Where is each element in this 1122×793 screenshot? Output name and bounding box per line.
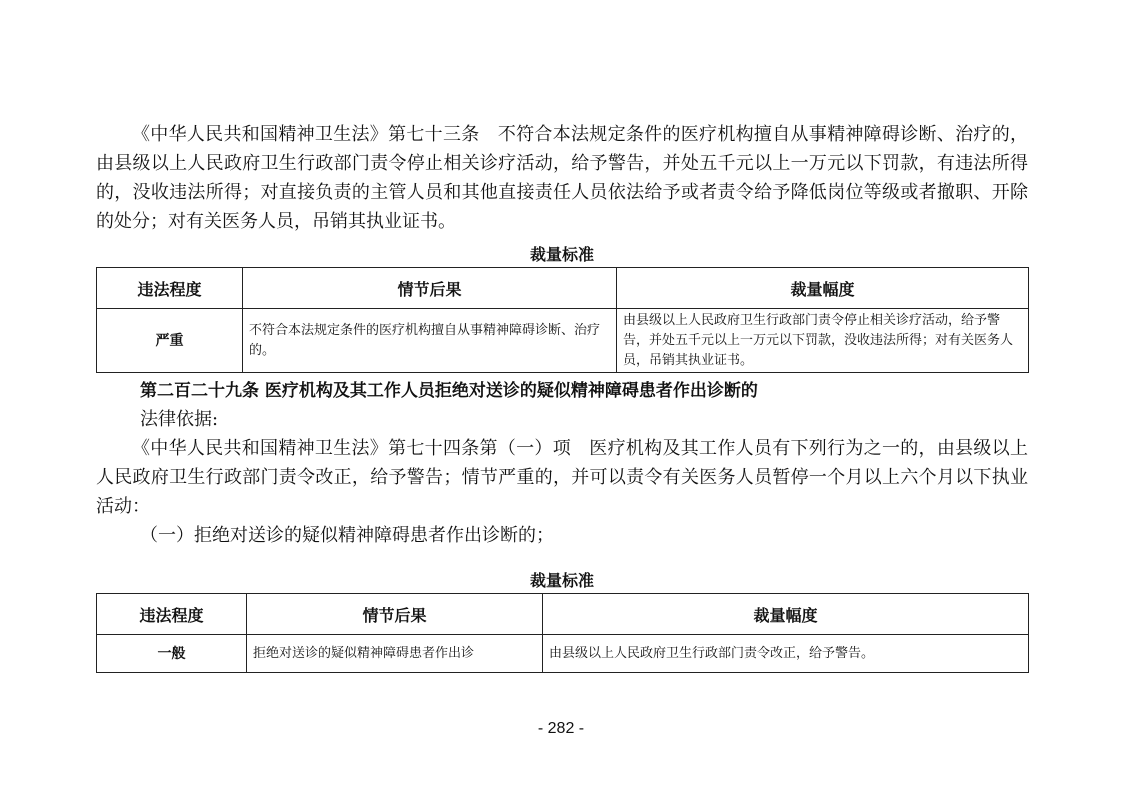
- table2-header-row: [97, 594, 1029, 635]
- list-item: （一）拒绝对送诊的疑似精神障碍患者作出诊断的；: [140, 525, 554, 546]
- table1-header-range: 裁量幅度: [617, 268, 1029, 309]
- article-heading: 第二百二十九条 医疗机构及其工作人员拒绝对送诊的疑似精神障碍患者作出诊断的: [140, 381, 758, 401]
- page-number: - 282 -: [537, 720, 585, 737]
- table-row: [97, 309, 1029, 373]
- table2-header-level: 违法程度: [97, 594, 247, 635]
- table2-header-consequence: 情节后果: [247, 594, 543, 635]
- table1-cell-level: 严重: [97, 309, 243, 373]
- legal-basis-label: 法律依据:: [140, 409, 219, 430]
- table1-header-row: [97, 268, 1029, 309]
- table2-cell-level: 一般: [97, 635, 247, 673]
- table1-caption: 裁量标准: [529, 245, 594, 264]
- table2-cell-range: 由县级以上人民政府卫生行政部门责令改正，给予警告。: [543, 635, 1029, 673]
- table-row: [97, 635, 1029, 673]
- table2-caption: 裁量标准: [529, 571, 594, 590]
- paragraph-article-74: 《中华人民共和国精神卫生法》第七十四条第（一）项 医疗机构及其工作人员有下列行为之一的，由县级以上人民政府卫生行政部门责令改正，给予警告；情节严重的，并可以责令有关医务人员暂停一个月以上六个月以下执业活动：: [96, 438, 1028, 517]
- table2-discretion-standard: [96, 593, 1029, 673]
- table2-cell-consequence: 拒绝对送诊的疑似精神障碍患者作出诊: [247, 635, 543, 673]
- table1-cell-range: 由县级以上人民政府卫生行政部门责令停止相关诊疗活动，给予警告，并处五千元以上一万元以下罚款，没收违法所得；对有关医务人员，吊销其执业证书。: [617, 309, 1029, 373]
- table2-header-range: 裁量幅度: [543, 594, 1029, 635]
- paragraph-article-73: 《中华人民共和国精神卫生法》第七十三条 不符合本法规定条件的医疗机构擅自从事精神障碍诊断、治疗的，由县级以上人民政府卫生行政部门责令停止相关诊疗活动，给予警告，并处五千元以上一万元以下罚款，有违法所得的，没收违法所得；对直接负责的主管人员和其他直接责任人员依法给予或者责令给予降低岗位等级或者撤职、开除的处分；对有关医务人员，吊销其执业证书。: [96, 124, 1028, 232]
- table1-discretion-standard: [96, 267, 1029, 373]
- table1-cell-consequence: 不符合本法规定条件的医疗机构擅自从事精神障碍诊断、治疗的。: [243, 309, 617, 373]
- table1-header-consequence: 情节后果: [243, 268, 617, 309]
- table1-header-level: 违法程度: [97, 268, 243, 309]
